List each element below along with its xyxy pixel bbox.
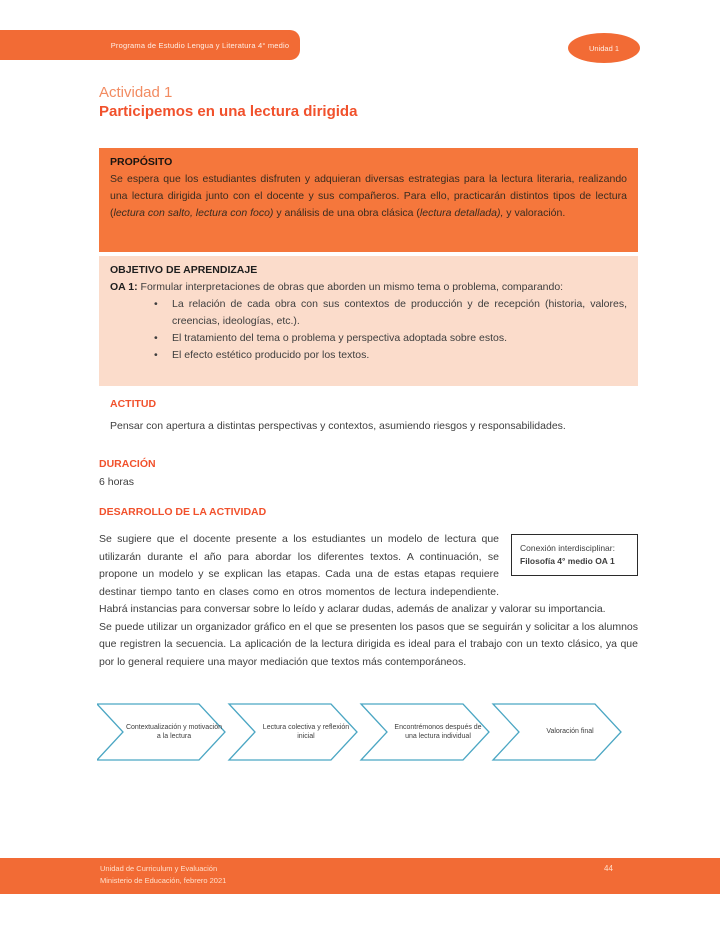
objetivo-bullet: • La relación de cada obra con sus contextos de producción y de recepción (historia, valores, creencias, ideologías, etc.).	[152, 296, 627, 330]
program-badge	[0, 30, 300, 60]
page-number: 44	[604, 864, 613, 873]
connection-box-line1: Conexión interdisciplinar:	[520, 543, 615, 553]
process-stage-label: Contextualización y motivación a la lectura	[125, 723, 223, 740]
activity-label: Actividad 1	[99, 84, 173, 101]
page-title: Participemos en una lectura dirigida	[99, 103, 358, 120]
unit-badge-label: Unidad 1	[588, 43, 620, 53]
proposito-text-segment: Se espera que los estudiantes disfruten y adquieran diversas estrategias para la lectura literaria, realizando una lectura dirigida junto con el docente y sus compañeros. Para ello, practicarán distintos tipos de lectura (	[110, 173, 627, 219]
desarrollo-text-block	[99, 531, 638, 671]
duracion-body: 6 horas	[99, 476, 135, 488]
interdisciplinary-connection-box	[511, 534, 638, 576]
proposito-text-segment-italic: lectura con salto, lectura con foco)	[113, 207, 274, 219]
oa-intro-text: Formular interpretaciones de obras que aborden un mismo tema o problema, comparando:	[137, 281, 564, 293]
actitud-body: Pensar con apertura a distintas perspectivas y contextos, asumiendo riesgos y responsabilidades.	[110, 420, 566, 432]
proposito-body	[110, 171, 627, 222]
duracion-heading: DURACIÓN	[99, 458, 156, 470]
footer-org-line1: Unidad de Curriculum y Evaluación	[100, 864, 218, 873]
objetivo-box	[99, 256, 638, 386]
process-stage-label: Encontrémonos después de una lectura individual	[394, 723, 482, 740]
process-stage-label: Valoración final	[546, 728, 594, 736]
desarrollo-paragraph-1: Se sugiere que el docente presente a los estudiantes un modelo de lectura que utilizarán durante el año para abordar los diferentes textos. A continuación, se propone un modelo y se explican las etapas. Cada una de estas etapas requiere destinar tiempo tanto en clases como en otros momentos de lectura independiente. Habrá instancias para conversar sobre lo leído y aclarar dudas, además de analizar y valorar su importancia.	[99, 533, 606, 615]
proposito-text-segment: y valoración.	[503, 207, 566, 219]
desarrollo-heading: DESARROLLO DE LA ACTIVIDAD	[99, 506, 267, 518]
objetivo-bullet-list	[110, 296, 627, 364]
proposito-heading: PROPÓSITO	[110, 156, 173, 168]
connection-box-line2: Filosofía 4° medio OA 1	[520, 556, 615, 566]
process-stage-label: Lectura colectiva y reflexión inicial	[262, 723, 350, 740]
unit-badge	[568, 33, 640, 63]
proposito-box	[99, 148, 638, 252]
footer-bar	[0, 858, 720, 894]
proposito-text-segment-italic: lectura detallada),	[419, 207, 504, 219]
program-badge-label: Programa de Estudio Lengua y Literatura 4° medio	[110, 40, 290, 50]
footer-org-line2: Ministerio de Educación, febrero 2021	[100, 876, 227, 885]
footer-organization	[100, 863, 226, 887]
objetivo-intro	[110, 279, 627, 296]
process-diagram	[97, 703, 623, 761]
objetivo-heading: OBJETIVO DE APRENDIZAJE	[110, 264, 258, 276]
objetivo-bullet: • El tratamiento del tema o problema y perspectiva adoptada sobre estos.	[152, 330, 627, 347]
proposito-text-segment: y análisis de una obra clásica (	[273, 207, 420, 219]
actitud-heading: ACTITUD	[110, 398, 157, 410]
desarrollo-paragraph-2: Se puede utilizar un organizador gráfico en el que se presenten los pasos que se seguirán y solicitar a los alumnos que registren la secuencia. La aplicación de la lectura dirigida es ideal para el trabajo con un texto clásico, ya que por lo general requiere una mayor mediación que textos más contemporáneos.	[99, 620, 638, 668]
oa-code-label: OA 1:	[110, 281, 138, 293]
objetivo-bullet: • El efecto estético producido por los textos.	[152, 347, 627, 364]
